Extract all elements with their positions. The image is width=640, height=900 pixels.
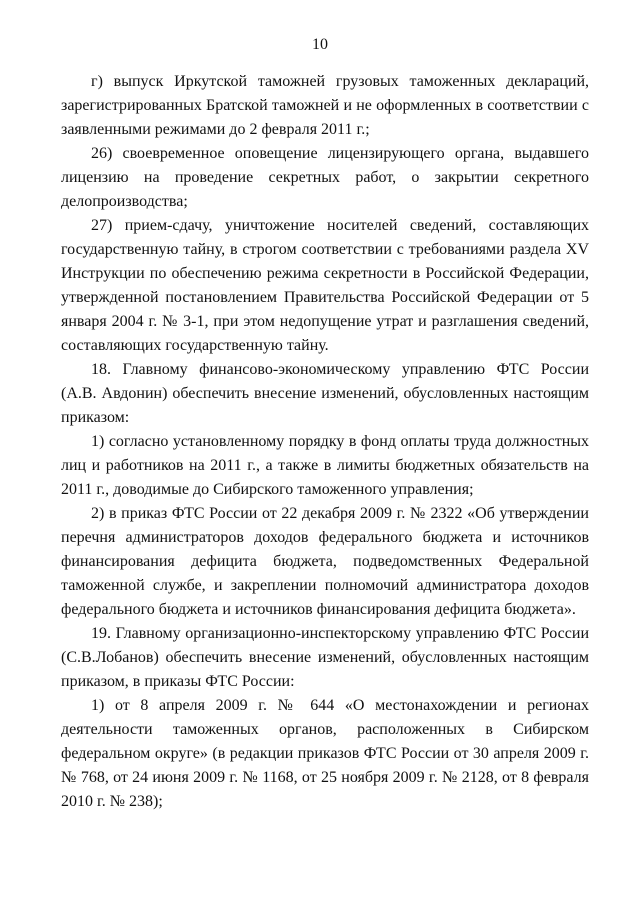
paragraph-19: 19. Главному организационно-инспекторскому управлению ФТС России (С.В.Лобанов) обеспечить внесение изменений, обусловленных настоящим приказом, в приказы ФТС России: <box>61 625 589 690</box>
paragraph-27: 27) прием-сдачу, уничтожение носителей сведений, составляющих государственную тайну, в строгом соответствии с требованиями раздела XV Инструкции по обеспечению режима секретности в Российской Федерации, утвержденной постановлением Правительства Российской Федерации от 5 января 2004 г. № 3-1, при этом недопущение утрат и разглашения сведений, составляющих государственную тайну. <box>61 217 589 354</box>
paragraph-19-1: 1) от 8 апреля 2009 г. № 644 «О местонахождении и регионах деятельности таможенных органов, расположенных в Сибирском федеральном округе» (в редакции приказов ФТС России от 30 апреля 2009 г. № 768, от 24 июня 2009 г. № 1168, от 25 ноября 2009 г. № 2128, от 8 февраля 2010 г. № 238); <box>61 697 589 810</box>
document-body <box>61 70 589 814</box>
paragraph-g: г) выпуск Иркутской таможней грузовых таможенных деклараций, зарегистрированных Братской таможней и не оформленных в соответствии с заявленными режимами до 2 февраля 2011 г.; <box>61 73 589 138</box>
page-number: 10 <box>312 36 328 53</box>
paragraph-18-1: 1) согласно установленному порядку в фонд оплаты труда должностных лиц и работников на 2011 г., а также в лимиты бюджетных обязательств на 2011 г., доводимые до Сибирского таможенного управления; <box>61 433 589 498</box>
paragraph-18: 18. Главному финансово-экономическому управлению ФТС России (А.В. Авдонин) обеспечить внесение изменений, обусловленных настоящим приказом: <box>61 361 589 426</box>
paragraph-18-2: 2) в приказ ФТС России от 22 декабря 2009 г. № 2322 «Об утверждении перечня администраторов доходов федерального бюджета и источников финансирования дефицита бюджета, подведомственных Федеральной таможенной службе, и закреплении полномочий администратора доходов федерального бюджета и источников финансирования дефицита бюджета». <box>61 505 589 618</box>
paragraph-26: 26) своевременное оповещение лицензирующего органа, выдавшего лицензию на проведение секретных работ, о закрытии секретного делопроизводства; <box>61 145 589 210</box>
